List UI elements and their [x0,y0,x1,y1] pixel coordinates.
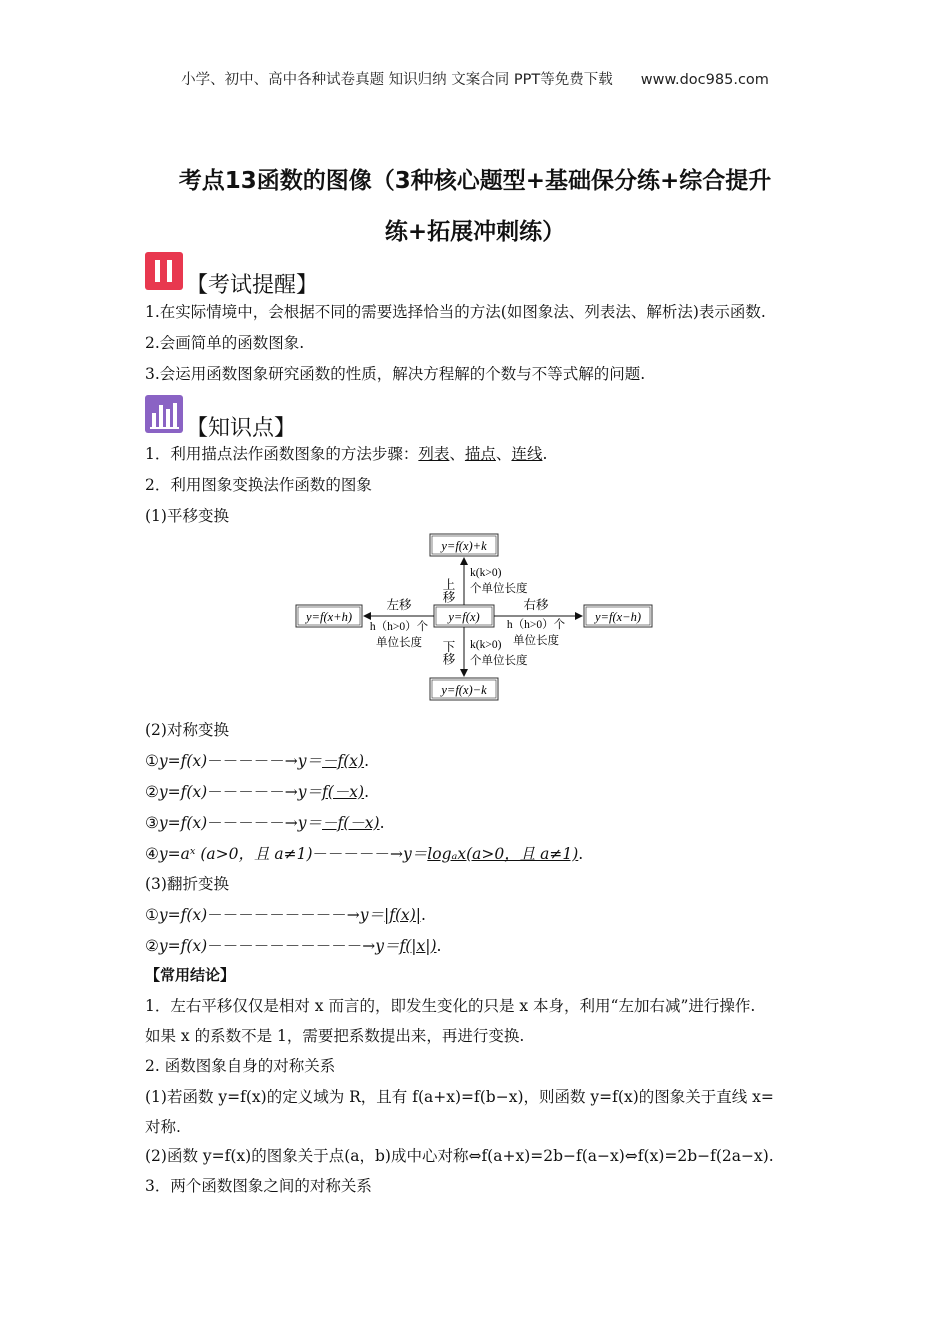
down-desc2: 个单位长度 [470,655,528,667]
down-label: 下移 [441,640,455,665]
flip-subheading: (3)翻折变换 [145,875,229,893]
symmetry-item-2: ②y=f(x)－－－－－→y＝f(－x). [145,783,370,801]
right-label: 右移 [523,598,549,612]
left-desc1: h（h>0）个 [369,621,429,633]
flip-item-2: ②y=f(x)－－－－－－－－－－→y＝f(|x|). [145,937,442,955]
knowledge-section-heading: 【知识点】 [186,416,297,441]
header-url[interactable]: www.doc985.com [640,72,769,88]
exam-item-3: 3.会运用函数图象研究函数的性质，解决方程解的个数与不等式解的问题. [145,365,646,383]
box-center-label: y=f(x) [448,610,480,624]
box-left-label: y=f(x+h) [305,610,353,624]
up-desc1: k(k>0) [470,567,502,579]
knowledge-item-2: 2．利用图象变换法作函数的图象 [145,476,372,494]
up-label: 上移 [441,578,455,603]
translation-subheading: (1)平移变换 [145,507,229,525]
header-text: 小学、初中、高中各种试卷真题 知识归纳 文案合同 PPT等免费下载 [181,72,613,88]
flip-item-1: ①y=f(x)－－－－－－－－－→y＝|f(x)|. [145,906,426,924]
box-right-label: y=f(x−h) [594,610,642,624]
up-desc2: 个单位长度 [470,583,528,595]
conclusion-1-line2: 如果 x 的系数不是 1，需要把系数提出来，再进行变换. [145,1027,525,1045]
right-desc1: h（h>0）个 [506,619,566,631]
symmetry-subheading: (2)对称变换 [145,721,229,739]
exam-item-1: 1.在实际情境中，会根据不同的需要选择恰当的方法(如图象法、列表法、解析法)表示函数. [145,303,766,321]
conclusion-2-1-line2: 对称. [145,1118,181,1136]
conclusions-heading: 【常用结论】 [145,966,236,984]
exam-section-heading: 【考试提醒】 [186,273,319,298]
box-bottom-label: y=f(x)−k [441,683,487,697]
right-desc2: 单位长度 [513,635,559,647]
left-desc2: 单位长度 [376,637,422,649]
step-list: 列表 [418,445,450,463]
conclusion-3: 3．两个函数图象之间的对称关系 [145,1177,372,1195]
box-top-label: y=f(x)+k [441,539,487,553]
exam-item-2: 2.会画简单的函数图象. [145,334,305,352]
symmetry-item-4: ④y=aˣ (a>0，且 a≠1)－－－－－→y＝logₐx(a>0，且 a≠1). [145,845,584,863]
symmetry-item-3: ③y=f(x)－－－－－→y＝－f(－x). [145,814,385,832]
step-connect: 连线 [511,445,543,463]
down-desc1: k(k>0) [470,639,502,651]
translation-diagram [290,528,660,708]
left-label: 左移 [386,598,412,612]
step-plot: 描点 [464,445,496,463]
exam-section-icon [145,252,183,290]
conclusion-2-1-line1: (1)若函数 y=f(x)的定义域为 R，且有 f(a+x)=f(b−x)，则函数 y=f(x)的图象关于直线 x= [145,1088,774,1106]
symmetry-item-1: ①y=f(x)－－－－－→y＝－f(x). [145,752,370,770]
knowledge-item-1: 1．利用描点法作函数图象的方法步骤：列表、描点、连线. [145,445,548,463]
page-header [0,68,950,89]
conclusion-2-2: (2)函数 y=f(x)的图象关于点(a，b)成中心对称⇔f(a+x)=2b−f(a−x)⇔f(x)=2b−f(2a−x). [145,1147,774,1165]
knowledge-section-icon [145,395,183,433]
conclusion-2: 2. 函数图象自身的对称关系 [145,1057,336,1075]
page-title-line2: 练+拓展冲刺练） [384,219,566,245]
conclusion-1-line1: 1．左右平移仅仅是相对 x 而言的，即发生变化的只是 x 本身，利用“左加右减”进行操作. [145,997,756,1015]
page-title-line1: 考点13函数的图像（3种核心题型+基础保分练+综合提升 [178,168,772,194]
